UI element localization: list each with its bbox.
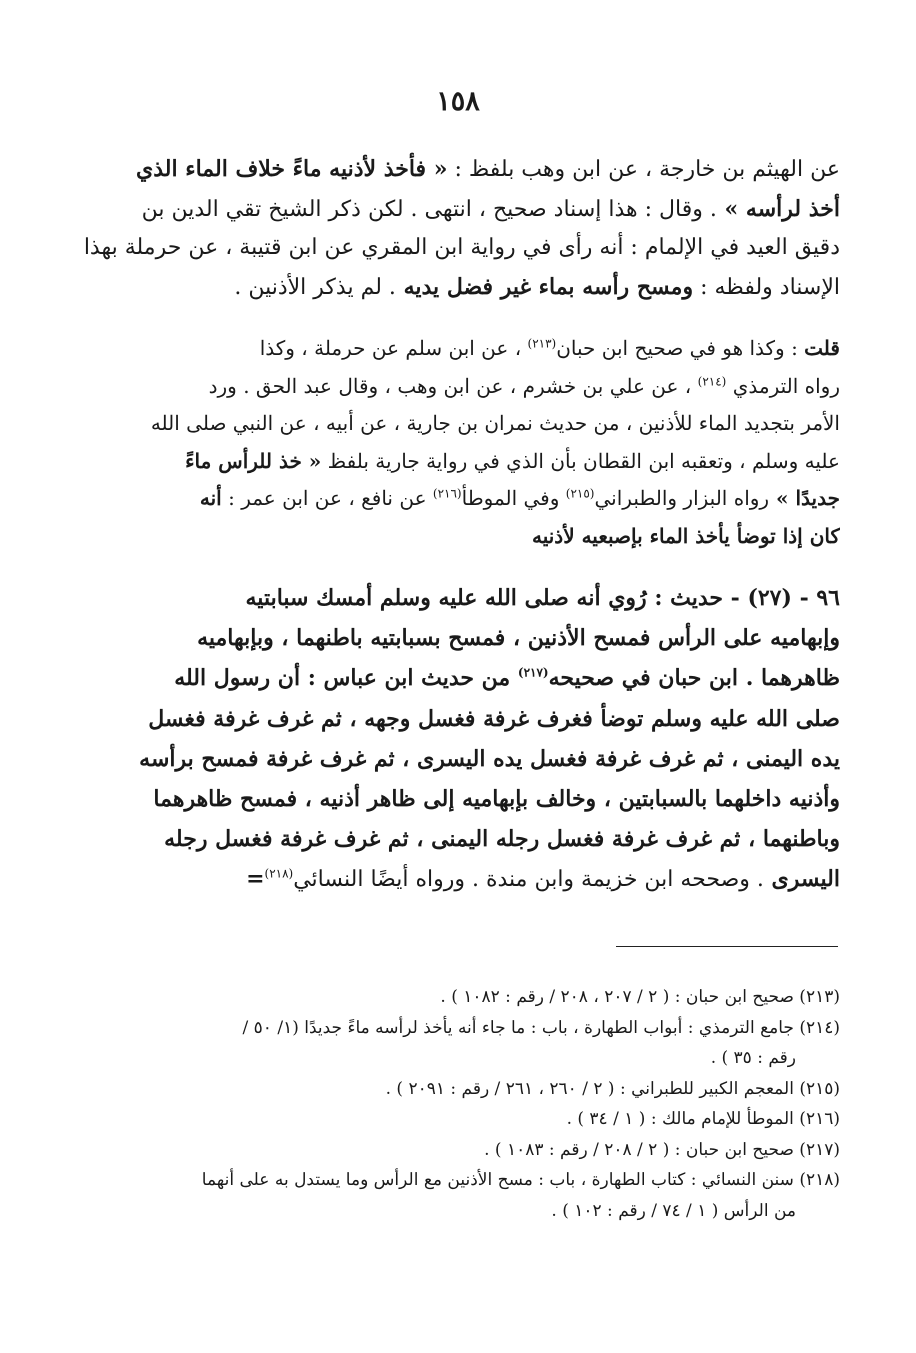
paragraph-qultu bbox=[76, 330, 840, 556]
text-span: رواه البزار والطبراني bbox=[594, 486, 770, 511]
text-line bbox=[76, 859, 840, 900]
quoted-hadith: أخذ لرأسه » bbox=[716, 195, 840, 222]
footnote-ref: (٢١٨) bbox=[264, 867, 294, 882]
text-span: : رُوي أنه صلى الله عليه وسلم أمسك سبابتيه bbox=[245, 585, 663, 611]
continuation-mark: = bbox=[246, 866, 265, 893]
footnote-ref: (٢١٣) bbox=[527, 336, 557, 351]
text-line: صلى الله عليه وسلم توضأ فغرف غرفة فغسل وجهه ، ثم غرف غرفة فغسل bbox=[148, 705, 840, 732]
text-span: رواه الترمذي bbox=[726, 373, 840, 398]
hadith-number: ٩٦ - (٢٧) - حديث bbox=[662, 585, 840, 611]
text-span: . وصححه ابن خزيمة وابن مندة . ورواه أيضًا النسائي bbox=[293, 867, 764, 893]
text-span: : وكذا هو في صحيح ابن حبان bbox=[556, 336, 805, 360]
text-span: الإسناد ولفظه : bbox=[693, 274, 840, 300]
paragraph-commentary bbox=[76, 150, 840, 307]
text-line bbox=[76, 480, 840, 518]
footnote-divider bbox=[616, 946, 838, 947]
footnote: (٢١٧) صحيح ابن حبان : ( ٢ / ٢٠٨ / رقم : ١٠٨٣ ) . bbox=[484, 1139, 840, 1160]
text-span: ، عن ابن سلم عن حرملة ، وكذا bbox=[259, 336, 528, 360]
footnote-ref: (٢١٦) bbox=[432, 486, 462, 501]
footnote: (٢١٨) سنن النسائي : كتاب الطهارة ، باب : مسح الأذنين مع الرأس وما يستدل به على أنهما bbox=[201, 1170, 840, 1190]
text-span: عليه وسلم ، وتعقبه ابن القطان بأن الذي في رواية جارية بلفظ bbox=[321, 448, 840, 473]
quoted-hadith: ومسح رأسه بماء غير فضل يديه bbox=[395, 273, 694, 300]
text-span: ، عن علي بن خشرم ، عن ابن وهب ، وقال عبد الحق . ورد bbox=[208, 373, 698, 398]
footnotes-section bbox=[76, 982, 840, 1226]
text-span: عن الهيثم بن خارجة ، عن ابن وهب بلفظ : bbox=[447, 157, 840, 182]
qultu-label: قلت bbox=[804, 336, 840, 360]
paragraph-hadith-96 bbox=[76, 578, 840, 901]
text-line bbox=[76, 518, 840, 556]
text-line bbox=[76, 368, 840, 406]
quoted-hadith: « فأخذ لأذنيه ماءً خلاف الماء الذي bbox=[135, 156, 448, 182]
footnote: (٢١٦) الموطأ للإمام مالك : ( ١ / ٣٤ ) . bbox=[566, 1109, 840, 1129]
quoted-hadith: أنه bbox=[199, 486, 222, 511]
text-line: الأمر بتجديد الماء للأذنين ، من حديث نمران بن جارية ، عن أبيه ، عن النبي صلى الله bbox=[150, 411, 840, 436]
text-span: اليسرى bbox=[763, 866, 840, 893]
quoted-hadith: كان إذا توضأ يأخذ الماء بإصبعيه لأذنيه bbox=[531, 523, 840, 548]
text-span: ظاهرهما . bbox=[738, 665, 840, 692]
text-line bbox=[76, 578, 840, 618]
text-line bbox=[76, 443, 840, 481]
text-line: وباطنهما ، ثم غرف غرفة فغسل رجله اليمنى ، ثم غرف غرفة فغسل رجله bbox=[164, 826, 840, 853]
footnote-ref: (٢١٧) bbox=[517, 666, 549, 681]
text-line bbox=[76, 150, 840, 190]
text-line: يده اليمنى ، ثم غرف غرفة فغسل يده اليسرى ، ثم غرف غرفة فمسح برأسه bbox=[139, 745, 840, 772]
text-span: عن نافع ، عن ابن عمر : bbox=[221, 486, 433, 511]
footnote-continuation: رقم : ٣٥ ) . bbox=[710, 1048, 796, 1068]
text-line: دقيق العيد في الإلمام : أنه رأى في رواية ابن المقري عن ابن قتيبة ، عن حرملة بهذا bbox=[83, 235, 840, 261]
footnote-ref: (٢١٤) bbox=[697, 373, 727, 388]
footnote-continuation: من الرأس ( ١ / ٧٤ / رقم : ١٠٢ ) . bbox=[551, 1200, 796, 1221]
text-line: وأذنيه داخلهما بالسبابتين ، وخالف بإبهاميه إلى ظاهر أذنيه ، فمسح ظاهرهما bbox=[153, 786, 840, 813]
text-span: . وقال : هذا إسناد صحيح ، انتهى . لكن ذكر الشيخ تقي الدين بن bbox=[141, 196, 717, 222]
text-span: . لم يذكر الأذنين . bbox=[234, 274, 396, 300]
text-span: وفي الموطأ bbox=[461, 486, 566, 511]
footnote-ref: (٢١٥) bbox=[565, 486, 595, 501]
text-line bbox=[76, 330, 840, 368]
footnote: (٢١٥) المعجم الكبير للطبراني : ( ٢ / ٢٦٠ ، ٢٦١ / رقم : ٢٠٩١ ) . bbox=[385, 1078, 840, 1099]
quoted-hadith: « خذ للرأس ماءً bbox=[185, 448, 322, 473]
text-span: ابن حبان في صحيحه bbox=[548, 665, 739, 692]
text-line bbox=[76, 268, 840, 308]
text-span: من حديث ابن عباس : أن رسول الله bbox=[174, 665, 518, 692]
footnote: (٢١٤) جامع الترمذي : أبواب الطهارة ، باب : ما جاء أنه يأخذ لرأسه ماءً جديدًا (١/ ٥٠ / bbox=[242, 1017, 840, 1038]
text-line bbox=[76, 190, 840, 230]
footnote: (٢١٣) صحيح ابن حبان : ( ٢ / ٢٠٧ ، ٢٠٨ / رقم : ١٠٨٢ ) . bbox=[440, 987, 840, 1007]
quoted-hadith: جديدًا » bbox=[769, 486, 840, 511]
page-number: ١٥٨ bbox=[436, 86, 480, 117]
text-line bbox=[76, 658, 840, 698]
text-line: وإبهاميه على الرأس فمسح الأذنين ، فمسح بسبابتيه باطنهما ، وبإبهاميه bbox=[197, 625, 840, 652]
